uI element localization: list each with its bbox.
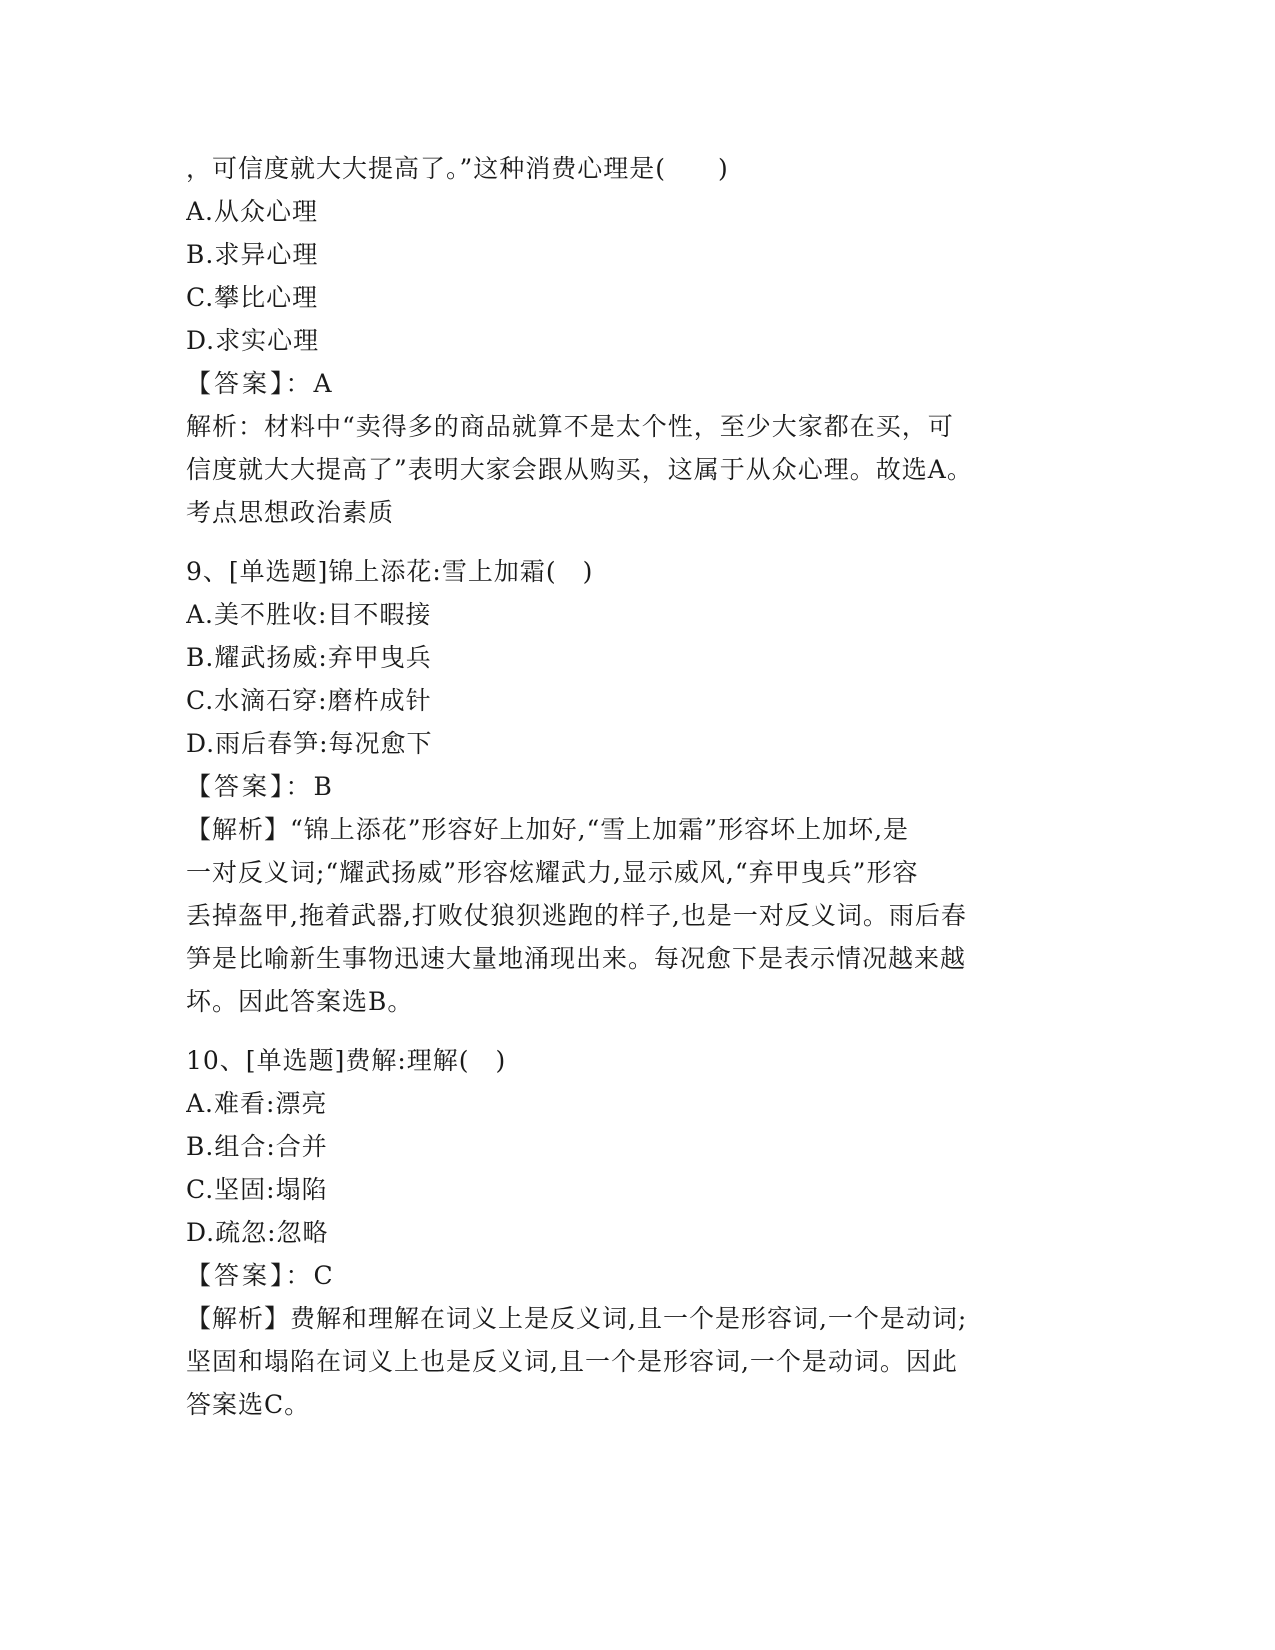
analysis-line: 解析：材料中“卖得多的商品就算不是太个性，至少大家都在买，可 xyxy=(186,412,954,441)
option-c: C.攀比心理 xyxy=(186,283,319,312)
option-b: B.组合:合并 xyxy=(186,1132,328,1161)
analysis-line: 【解析】费解和理解在词义上是反义词,且一个是形容词,一个是动词; xyxy=(186,1304,968,1333)
analysis-line: 【解析】“锦上添花”形容好上加好,“雪上加霜”形容坏上加坏,是 xyxy=(186,815,910,844)
analysis-line: 丢掉盔甲,拖着武器,打败仗狼狈逃跑的样子,也是一对反义词。雨后春 xyxy=(186,901,967,930)
option-d: D.疏忽:忽略 xyxy=(186,1218,329,1247)
answer: 【答案】：B xyxy=(186,772,335,801)
analysis-line: 坏。因此答案选B。 xyxy=(186,987,414,1016)
option-a: A.难看:漂亮 xyxy=(186,1089,328,1118)
option-b: B.求异心理 xyxy=(186,240,319,269)
question-9 xyxy=(186,550,1076,1023)
option-c: C.水滴石穿:磨杵成针 xyxy=(186,686,432,715)
answer: 【答案】：C xyxy=(186,1261,336,1290)
spacer xyxy=(186,534,1076,550)
question-8 xyxy=(186,147,1076,534)
option-a: A.美不胜收:目不暇接 xyxy=(186,600,432,629)
option-c: C.坚固:塌陷 xyxy=(186,1175,328,1204)
spacer xyxy=(186,1023,1076,1039)
document-body xyxy=(186,147,1076,1426)
answer: 【答案】：A xyxy=(186,369,335,398)
analysis-line: 信度就大大提高了”表明大家会跟从购买，这属于从众心理。故选A。 xyxy=(186,455,973,484)
question-10 xyxy=(186,1039,1076,1426)
option-a: A.从众心理 xyxy=(186,197,319,226)
option-d: D.求实心理 xyxy=(186,326,320,355)
analysis-line: 笋是比喻新生事物迅速大量地涌现出来。每况愈下是表示情况越来越 xyxy=(186,944,967,973)
option-d: D.雨后春笋:每况愈下 xyxy=(186,729,433,758)
question-stem: 10、[单选题]费解:理解( ) xyxy=(186,1046,507,1075)
question-stem: 9、[单选题]锦上添花:雪上加霜( ) xyxy=(186,557,594,586)
analysis-line: 答案选C。 xyxy=(186,1390,311,1419)
analysis-line: 考点思想政治素质 xyxy=(186,498,395,527)
analysis-line: 坚固和塌陷在词义上也是反义词,且一个是形容词,一个是动词。因此 xyxy=(186,1347,958,1376)
question-stem: ，可信度就大大提高了。”这种消费心理是( ) xyxy=(186,154,729,183)
analysis-line: 一对反义词;“耀武扬威”形容炫耀武力,显示威风,“弃甲曳兵”形容 xyxy=(186,858,919,887)
option-b: B.耀武扬威:弃甲曳兵 xyxy=(186,643,432,672)
